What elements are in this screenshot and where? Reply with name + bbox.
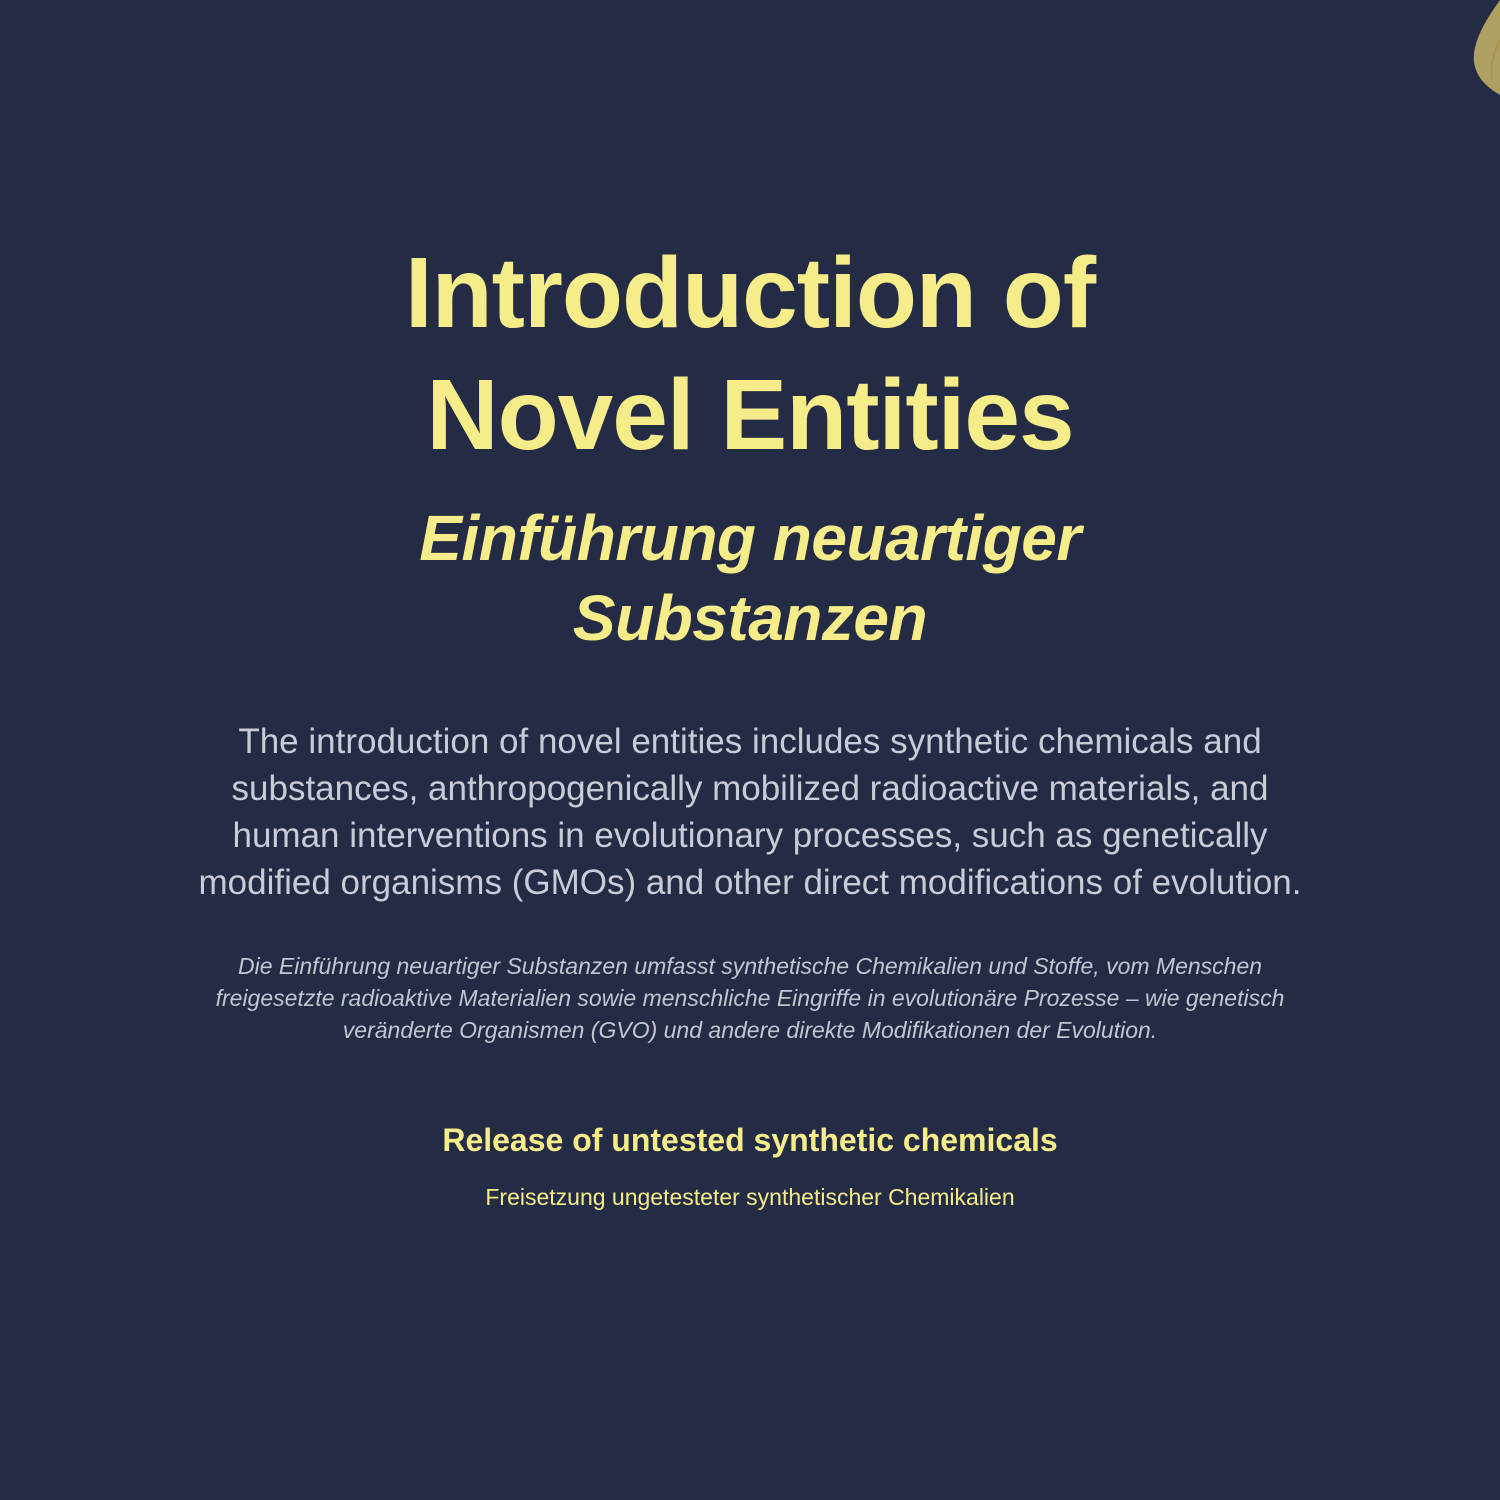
- description-german-line: veränderte Organismen (GVO) und andere direkte Modifikationen der Evolution.: [342, 1017, 1158, 1043]
- subsection-title: Release of untested synthetic chemicals: [442, 1122, 1058, 1158]
- page-subtitle-line-1: Einführung neuartiger: [419, 502, 1081, 574]
- description-english-line: substances, anthropogenically mobilized radioactive materials, and: [231, 769, 1269, 808]
- page-title-line-1: Introduction of: [404, 237, 1096, 349]
- page-subtitle-german: [0, 498, 1500, 658]
- page-title: [0, 232, 1500, 476]
- description-german-line: freigesetzte radioaktive Materialien sowie menschliche Eingriffe in evolutionäre Prozesse – wie genetisch: [215, 985, 1285, 1011]
- subsection-title-german: Freisetzung ungetesteter synthetischer Chemikalien: [485, 1184, 1015, 1210]
- description-english: [110, 718, 1390, 906]
- description-german: [120, 950, 1380, 1046]
- page-subtitle-line-2: Substanzen: [572, 582, 928, 654]
- page-title-line-2: Novel Entities: [426, 359, 1074, 471]
- description-english-line: modified organisms (GMOs) and other direct modifications of evolution.: [198, 863, 1302, 902]
- description-german-line: Die Einführung neuartiger Substanzen umfasst synthetische Chemikalien und Stoffe, vom Menschen: [237, 953, 1263, 979]
- description-english-line: human interventions in evolutionary processes, such as genetically: [232, 816, 1268, 855]
- description-english-line: The introduction of novel entities includes synthetic chemicals and: [238, 722, 1262, 761]
